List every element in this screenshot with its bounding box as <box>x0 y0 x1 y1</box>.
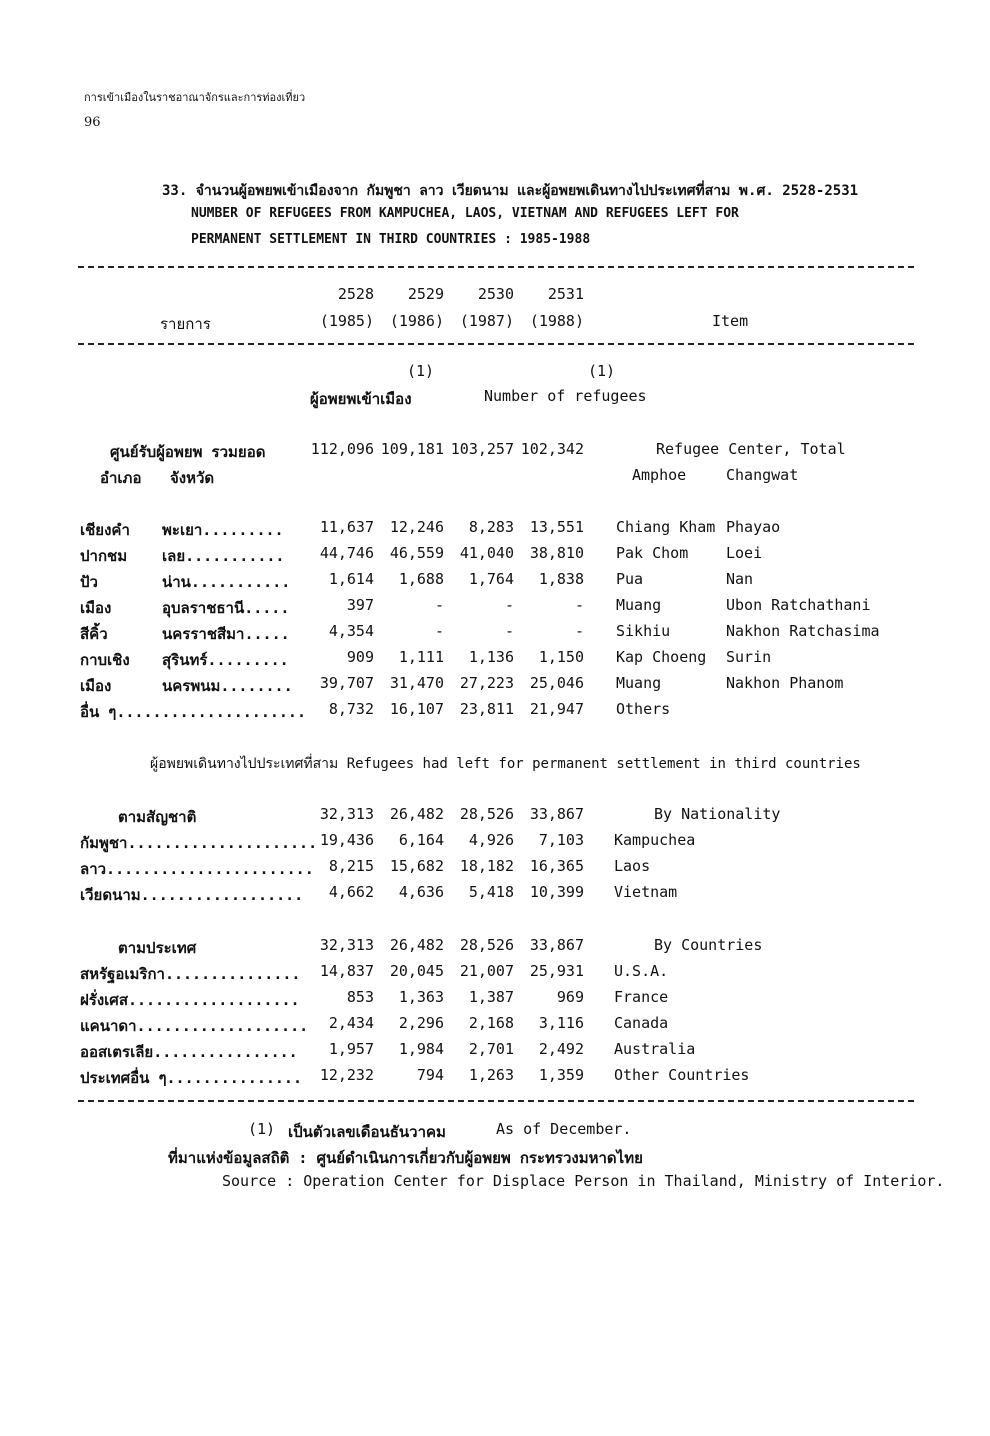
footnote-marker: (1) <box>407 362 435 380</box>
row-label-en: Refugee Center, Total <box>656 440 846 458</box>
cell-value: 2,168 <box>468 1014 514 1032</box>
cell-value: 28,526 <box>459 936 514 954</box>
cell-value: 32,313 <box>319 936 374 954</box>
bottom-rule <box>78 1100 914 1102</box>
changwat-thai: เลย........... <box>162 547 285 565</box>
cell-value: 31,470 <box>389 674 444 692</box>
cell-value: 794 <box>416 1066 444 1084</box>
year-ce: (1987) <box>459 312 514 330</box>
cell-value: 41,040 <box>459 544 514 562</box>
year-be: 2528 <box>337 285 374 303</box>
row-label-thai: ตามประเทศ <box>118 939 197 957</box>
row-label-en: Vietnam <box>614 883 678 901</box>
row-label-en: Australia <box>614 1040 696 1058</box>
amphoe-thai: ปากชม <box>80 547 128 565</box>
amphoe-thai: กาบเชิง <box>80 651 130 669</box>
cell-value: 27,223 <box>459 674 514 692</box>
header-rule <box>78 343 914 345</box>
changwat-thai: นครพนม........ <box>162 677 293 695</box>
item-header-en: Item <box>712 312 749 330</box>
cell-value: 13,551 <box>529 518 584 536</box>
row-label-en: Kampuchea <box>614 831 696 849</box>
table-title-en-line1: NUMBER OF REFUGEES FROM KAMPUCHEA, LAOS, VIETNAM AND REFUGEES LEFT FOR <box>191 206 739 221</box>
cell-value: 397 <box>346 596 374 614</box>
amphoe-en: Pua <box>616 570 644 588</box>
cell-value: 109,181 <box>380 440 444 458</box>
changwat-thai: พะเยา......... <box>162 521 284 539</box>
cell-value: 1,764 <box>468 570 514 588</box>
cell-value: 1,838 <box>538 570 584 588</box>
cell-value: 23,811 <box>459 700 514 718</box>
cell-value: 1,150 <box>538 648 584 666</box>
cell-value: 4,636 <box>398 883 444 901</box>
changwat-thai: น่าน........... <box>162 573 291 591</box>
amphoe-en: Muang <box>616 674 662 692</box>
cell-value: 6,164 <box>398 831 444 849</box>
changwat-thai: อุบลราชธานี..... <box>162 599 290 617</box>
page-number: 96 <box>84 115 101 130</box>
cell-value: 18,182 <box>459 857 514 875</box>
changwat-header-en: Changwat <box>726 466 799 484</box>
cell-value: 3,116 <box>538 1014 584 1032</box>
cell-value: 10,399 <box>529 883 584 901</box>
row-label-thai: ประเทศอื่น ๆ............... <box>80 1069 302 1087</box>
year-be: 2530 <box>477 285 514 303</box>
source-thai: ที่มาแห่งข้อมูลสถิติ : ศูนย์ดำเนินการเกี่ยวกับผู้อพยพ กระทรวงมหาดไทย <box>168 1149 643 1167</box>
subheading-en: Number of refugees <box>484 387 647 405</box>
cell-value: 909 <box>346 648 374 666</box>
cell-value: 12,232 <box>319 1066 374 1084</box>
cell-value: 1,984 <box>398 1040 444 1058</box>
changwat-header-thai: จังหวัด <box>170 469 215 487</box>
row-label-thai: ลาว....................... <box>80 860 314 878</box>
cell-value: 8,732 <box>328 700 374 718</box>
cell-value: 1,136 <box>468 648 514 666</box>
changwat-en: Ubon Ratchathani <box>726 596 871 614</box>
cell-value: 2,492 <box>538 1040 584 1058</box>
amphoe-thai: ปัว <box>80 573 98 591</box>
row-label-en: U.S.A. <box>614 962 669 980</box>
year-ce: (1986) <box>389 312 444 330</box>
amphoe-en: Pak Chom <box>616 544 689 562</box>
cell-value: 38,810 <box>529 544 584 562</box>
table-title-thai: 33. จำนวนผู้อพยพเข้าเมืองจาก กัมพูชา ลาว เวียดนาม และผู้อพยพเดินทางไปประเทศที่สาม พ.ศ. 2528-2531 <box>162 183 859 199</box>
year-ce: (1985) <box>319 312 374 330</box>
cell-value: 2,434 <box>328 1014 374 1032</box>
row-label-thai: กัมพูชา..................... <box>80 834 318 852</box>
cell-value: 1,263 <box>468 1066 514 1084</box>
cell-value: 12,246 <box>389 518 444 536</box>
changwat-en: Nakhon Phanom <box>726 674 844 692</box>
cell-value: 5,418 <box>468 883 514 901</box>
cell-value: 8,215 <box>328 857 374 875</box>
cell-value: 112,096 <box>310 440 374 458</box>
cell-value: 16,107 <box>389 700 444 718</box>
amphoe-en: Kap Choeng <box>616 648 707 666</box>
row-label-en: By Countries <box>654 936 763 954</box>
cell-value: 1,359 <box>538 1066 584 1084</box>
changwat-thai: สุรินทร์......... <box>162 651 289 669</box>
cell-value: 7,103 <box>538 831 584 849</box>
changwat-thai: นครราชสีมา..... <box>162 625 290 643</box>
cell-value: 21,947 <box>529 700 584 718</box>
changwat-en: Loei <box>726 544 763 562</box>
cell-value: 2,701 <box>468 1040 514 1058</box>
row-label-thai: สหรัฐอเมริกา............... <box>80 965 301 983</box>
amphoe-thai: เมือง <box>80 599 112 617</box>
running-title: การเข้าเมืองในราชอาณาจักรและการท่องเที่ยว <box>84 91 306 104</box>
amphoe-thai: อื่น ๆ..................... <box>80 703 306 721</box>
cell-value: - <box>574 622 584 640</box>
row-label-en: Laos <box>614 857 651 875</box>
cell-value: 39,707 <box>319 674 374 692</box>
cell-value: 21,007 <box>459 962 514 980</box>
amphoe-en: Sikhiu <box>616 622 671 640</box>
cell-value: 26,482 <box>389 805 444 823</box>
row-label-thai: แคนาดา................... <box>80 1017 309 1035</box>
row-label-thai: ฝรั่งเศส................... <box>80 991 300 1009</box>
footnote-thai: เป็นตัวเลขเดือนธันวาคม <box>288 1123 446 1141</box>
cell-value: 853 <box>346 988 374 1006</box>
row-label-en: France <box>614 988 669 1006</box>
cell-value: 16,365 <box>529 857 584 875</box>
cell-value: 1,688 <box>398 570 444 588</box>
changwat-en: Nan <box>726 570 754 588</box>
cell-value: - <box>574 596 584 614</box>
year-be: 2531 <box>547 285 584 303</box>
changwat-en: Phayao <box>726 518 781 536</box>
cell-value: - <box>434 596 444 614</box>
row-label-thai: เวียดนาม.................. <box>80 886 304 904</box>
subheading-thai: ผู้อพยพเข้าเมือง <box>310 390 412 408</box>
row-label-thai: ออสเตรเลีย................ <box>80 1043 298 1061</box>
cell-value: 11,637 <box>319 518 374 536</box>
source-en: Source : Operation Center for Displace Person in Thailand, Ministry of Interior. <box>222 1172 945 1190</box>
cell-value: 32,313 <box>319 805 374 823</box>
row-label-thai: ศูนย์รับผู้อพยพ รวมยอด <box>110 443 266 461</box>
cell-value: 25,046 <box>529 674 584 692</box>
cell-value: 4,926 <box>468 831 514 849</box>
cell-value: 19,436 <box>319 831 374 849</box>
table-title-en-line2: PERMANENT SETTLEMENT IN THIRD COUNTRIES : 1985-1988 <box>191 232 591 247</box>
cell-value: 103,257 <box>450 440 514 458</box>
row-label-en: By Nationality <box>654 805 781 823</box>
cell-value: 28,526 <box>459 805 514 823</box>
cell-value: 33,867 <box>529 805 584 823</box>
cell-value: 2,296 <box>398 1014 444 1032</box>
cell-value: 102,342 <box>520 440 584 458</box>
cell-value: 4,354 <box>328 622 374 640</box>
cell-value: 33,867 <box>529 936 584 954</box>
amphoe-header-en: Amphoe <box>632 466 687 484</box>
amphoe-en: Others <box>616 700 671 718</box>
row-label-en: Canada <box>614 1014 669 1032</box>
amphoe-en: Muang <box>616 596 662 614</box>
cell-value: 44,746 <box>319 544 374 562</box>
cell-value: 1,957 <box>328 1040 374 1058</box>
cell-value: 15,682 <box>389 857 444 875</box>
cell-value: 20,045 <box>389 962 444 980</box>
amphoe-header-thai: อำเภอ <box>100 469 142 487</box>
year-be: 2529 <box>407 285 444 303</box>
cell-value: 1,363 <box>398 988 444 1006</box>
footnote-en: As of December. <box>496 1120 632 1138</box>
amphoe-thai: เชียงคำ <box>80 521 130 539</box>
cell-value: 4,662 <box>328 883 374 901</box>
row-label-thai: ตามสัญชาติ <box>118 808 197 826</box>
item-header-thai: รายการ <box>160 315 211 333</box>
cell-value: 1,614 <box>328 570 374 588</box>
cell-value: 26,482 <box>389 936 444 954</box>
cell-value: - <box>434 622 444 640</box>
footnote-marker: (1) <box>588 362 616 380</box>
amphoe-thai: เมือง <box>80 677 112 695</box>
cell-value: 8,283 <box>468 518 514 536</box>
section-heading: ผู้อพยพเดินทางไปประเทศที่สาม Refugees had left for permanent settlement in third countries <box>150 756 861 772</box>
amphoe-thai: สีคิ้ว <box>80 625 108 643</box>
changwat-en: Nakhon Ratchasima <box>726 622 880 640</box>
cell-value: - <box>504 622 514 640</box>
cell-value: - <box>504 596 514 614</box>
cell-value: 25,931 <box>529 962 584 980</box>
footnote-marker: (1) <box>248 1120 276 1138</box>
cell-value: 1,387 <box>468 988 514 1006</box>
row-label-en: Other Countries <box>614 1066 750 1084</box>
cell-value: 14,837 <box>319 962 374 980</box>
year-ce: (1988) <box>529 312 584 330</box>
amphoe-en: Chiang Kham <box>616 518 716 536</box>
cell-value: 969 <box>556 988 584 1006</box>
changwat-en: Surin <box>726 648 772 666</box>
top-rule <box>78 266 914 268</box>
cell-value: 1,111 <box>398 648 444 666</box>
cell-value: 46,559 <box>389 544 444 562</box>
